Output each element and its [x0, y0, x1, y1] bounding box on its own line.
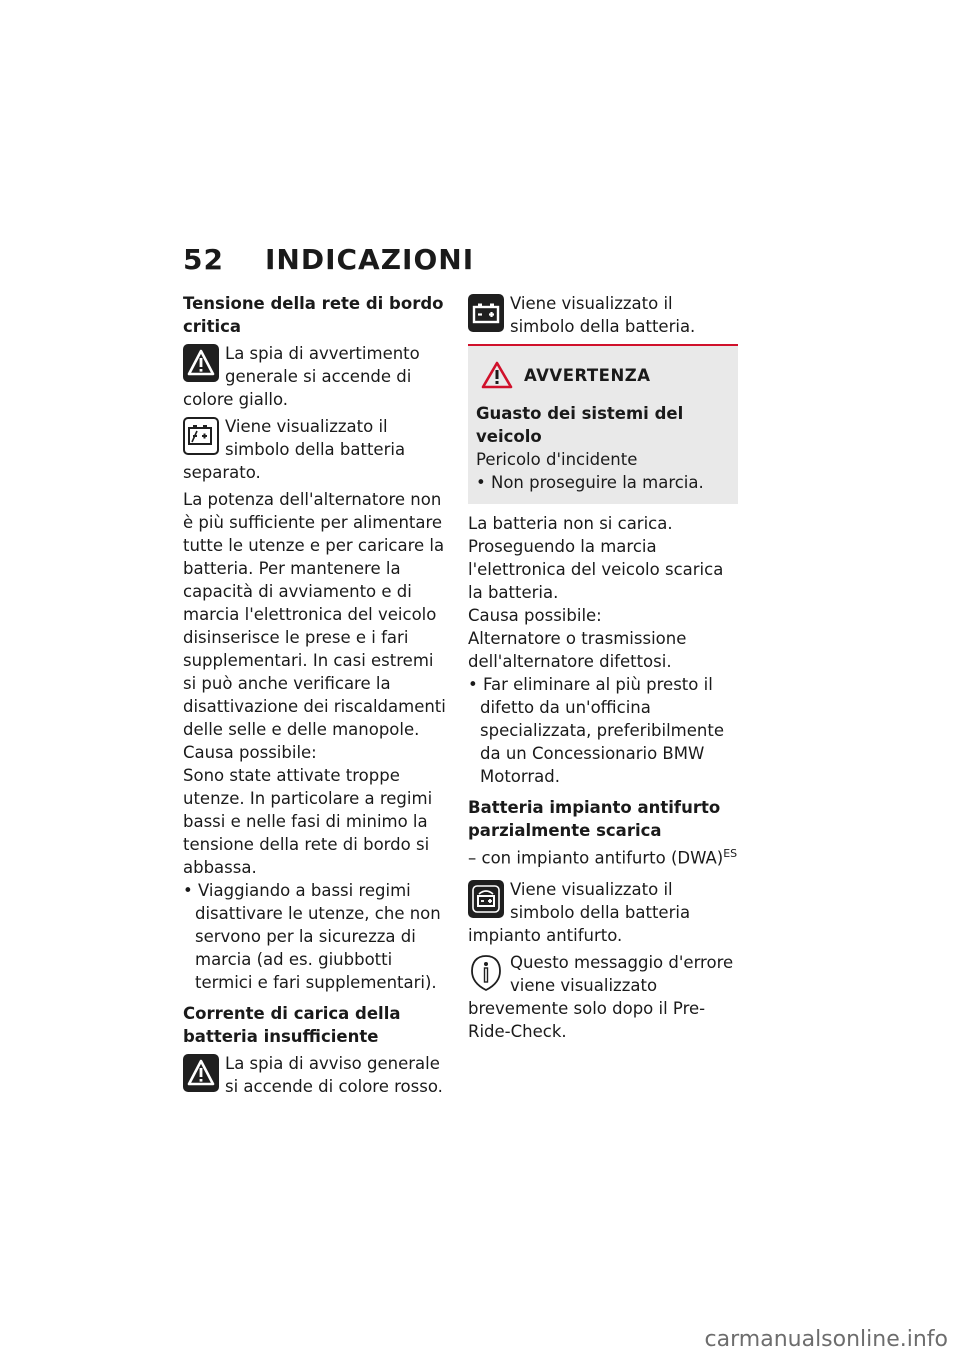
- warning-bullet: • Non proseguire la marcia.: [476, 473, 704, 492]
- paragraph: Alternatore o trasmissione dell'alternatore difettosi.: [468, 629, 687, 671]
- cause-label: Causa possibile:: [183, 743, 317, 762]
- paragraph: La spia di avviso generale si accende di colore rosso.: [225, 1054, 443, 1096]
- alarm-battery-block: [468, 878, 738, 947]
- warning-triangle-icon: [183, 344, 219, 382]
- warning-title: AVVERTENZA: [524, 365, 651, 385]
- paragraph: La spia di avvertimento generale si accende di colore giallo.: [183, 344, 420, 409]
- heading-critical-voltage: Tensione della rete di bordo critica: [183, 294, 444, 336]
- warning-title-row: [476, 360, 730, 390]
- paragraph: Viene visualizzato il simbolo della batteria separato.: [183, 417, 406, 482]
- warning-triangle-icon: [183, 1054, 219, 1092]
- battery-block: [468, 292, 738, 338]
- warning-text: Pericolo d'incidente: [476, 450, 638, 469]
- paragraph: Viene visualizzato il simbolo della batteria impianto antifurto.: [468, 879, 691, 945]
- dash-text: con impianto antifurto (DWA): [481, 848, 724, 868]
- battery-separate-icon: [183, 417, 219, 455]
- heading-insufficient-charge: Corrente di carica della batteria insufficiente: [183, 1004, 401, 1046]
- page-number: 52: [183, 243, 224, 276]
- bullet-text: Non proseguire la marcia.: [490, 473, 704, 492]
- bullet-item: • Viaggiando a bassi regimi disattivare le utenze, che non servono per la sicurezza di marcia (ad es. giubbotti termici e fari supplementari).: [183, 881, 441, 992]
- paragraph: Sono state attivate troppe utenze. In particolare a regimi bassi e nelle fasi di minimo la tensione della rete di bordo si abbassa.: [183, 766, 433, 877]
- page-header: [183, 243, 743, 283]
- info-icon: [468, 953, 504, 993]
- superscript-es: ES: [723, 847, 738, 860]
- section-title: INDICAZIONI: [265, 243, 475, 276]
- warning-box: [468, 344, 738, 504]
- right-column: [468, 292, 738, 1043]
- general-warning-red-block: [183, 1052, 450, 1098]
- heading-alarm-battery: Batteria impianto antifurto parzialmente scarica: [468, 798, 721, 840]
- alarm-battery-icon: [468, 880, 504, 918]
- battery-icon: [468, 294, 504, 332]
- left-column: [183, 292, 450, 1098]
- dash-item: – con impianto antifurto (DWA)$^{ES}$: [468, 847, 738, 868]
- watermark: carmanualsonline.info: [704, 1327, 948, 1352]
- cause-label: Causa possibile:: [468, 606, 602, 625]
- info-block: [468, 951, 738, 1043]
- paragraph: La potenza dell'alternatore non è più sufficiente per alimentare tutte le utenze e per caricare la batteria. Per mantenere la capacità di avviamento e di marcia l'elettronica del veicolo disinserisce le prese e i fari supplementari. In casi estremi si può anche verificare la disattivazione dei riscaldamenti delle selle e delle manopole.: [183, 490, 446, 739]
- warning-triangle-outline-icon: [480, 360, 514, 390]
- paragraph: Questo messaggio d'errore viene visualizzato brevemente solo dopo il Pre-Ride-Check.: [468, 952, 734, 1041]
- bullet-text: Far eliminare al più presto il difetto da un'officina specializzata, preferibilmente da un Concessionario BMW Motorrad.: [480, 675, 724, 786]
- bullet-item: • Far eliminare al più presto il difetto da un'officina specializzata, preferibilmente da un Concessionario BMW Motorrad.: [468, 675, 724, 786]
- bullet-text: Viaggiando a bassi regimi disattivare le utenze, che non servono per la sicurezza di marcia (ad es. giubbotti termici e fari supplementari).: [195, 881, 441, 992]
- warning-heading: Guasto dei sistemi del veicolo: [476, 404, 684, 446]
- battery-separate-block: [183, 415, 450, 484]
- paragraph: Viene visualizzato il simbolo della batteria.: [510, 294, 696, 336]
- general-warning-yellow-block: [183, 342, 450, 411]
- paragraph: La batteria non si carica. Proseguendo la marcia l'elettronica del veicolo scarica la batteria.: [468, 514, 724, 602]
